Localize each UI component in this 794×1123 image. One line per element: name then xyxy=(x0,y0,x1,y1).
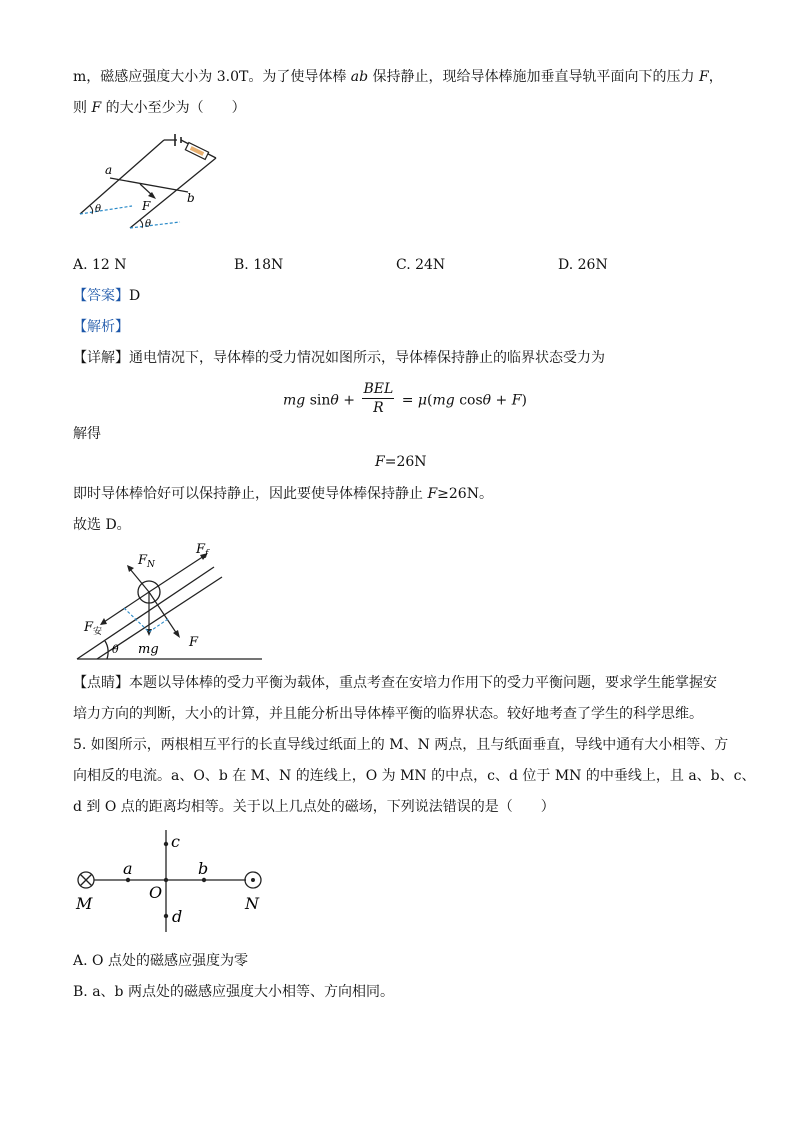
comment-line1 xyxy=(73,673,717,693)
eq-plus: + xyxy=(338,392,356,409)
eq-mu: μ xyxy=(417,392,428,409)
label-Fan-main: F xyxy=(84,620,94,635)
conclusion-F: F xyxy=(427,486,438,502)
detail-tag: 【详解】 xyxy=(73,350,129,366)
eq-fraction xyxy=(362,380,394,417)
force-diagram xyxy=(72,535,272,665)
eq-theta: θ xyxy=(482,392,492,409)
problem5-line3: d 到 O 点的距离均相等。关于以上几点处的磁场，下列说法错误的是（ ） xyxy=(73,799,555,815)
label-theta: θ xyxy=(112,643,119,656)
eq-theta: θ xyxy=(330,392,339,409)
answer-value: D xyxy=(129,288,141,304)
comment-text: 本题以导体棒的受力平衡为载体，重点考查在安培力作用下的受力平衡问题，要求学生能掌握安 xyxy=(129,675,717,691)
stem-symbol-F: F xyxy=(91,100,102,116)
stem-text: 的大小至少为（ ） xyxy=(101,100,246,116)
solve-label: 解得 xyxy=(73,426,101,442)
label-theta-1: θ xyxy=(95,204,102,215)
equation xyxy=(283,382,527,419)
stem-symbol-F: F xyxy=(699,69,709,85)
problem5-option-a[interactable]: A. O 点处的磁感应强度为零 xyxy=(73,953,248,969)
label-FN-sub: N xyxy=(147,560,155,570)
comment-line2: 培力方向的判断，大小的计算，并且能分析出导体棒平衡的临界状态。较好地考查了学生的科学思维。 xyxy=(73,706,703,722)
stem-text: 保持静止，现给导体棒施加垂直导轨平面向下的压力 xyxy=(368,69,699,85)
option-d[interactable]: D. 26N xyxy=(558,257,608,273)
problem5-option-b[interactable]: B. a、b 两点处的磁感应强度大小相等、方向相同。 xyxy=(73,984,394,1000)
result-F: F xyxy=(375,454,385,470)
stem-text: m，磁感应强度大小为 3.0T。为了使导体棒 xyxy=(73,69,351,85)
detail-line xyxy=(73,348,605,368)
label-Ff xyxy=(195,542,210,559)
eq-mg: mg xyxy=(283,392,306,409)
comment-tag: 【点睛】 xyxy=(73,675,129,691)
eq-sin: sin xyxy=(305,392,331,409)
result-value: =26N xyxy=(384,454,427,470)
label-Fan xyxy=(83,620,102,637)
label-b: b xyxy=(198,859,209,878)
label-Ff-main: F xyxy=(196,542,206,557)
label-F: F xyxy=(142,199,151,213)
eq-denominator: R xyxy=(373,400,384,416)
option-c[interactable]: C. 24N xyxy=(396,257,446,273)
label-b: b xyxy=(187,191,195,205)
label-c: c xyxy=(171,832,180,851)
label-a: a xyxy=(123,859,133,878)
label-O: O xyxy=(149,883,163,902)
eq-equals: = xyxy=(401,392,414,409)
answer-line xyxy=(73,286,140,306)
stem-symbol-ab: ab xyxy=(350,69,369,85)
label-Fan-sub: 安 xyxy=(93,627,103,637)
label-mg: mg xyxy=(138,642,159,657)
problem4-stem-line2 xyxy=(73,98,246,118)
stem-text: 则 xyxy=(73,100,92,116)
eq-paren: ) xyxy=(521,392,527,409)
detail-text: 通电情况下，导体棒的受力情况如图所示，导体棒保持静止的临界状态受力为 xyxy=(129,350,605,366)
problem4-stem-line1 xyxy=(73,67,723,87)
choose-line: 故选 D。 xyxy=(73,517,131,533)
result xyxy=(375,451,427,473)
eq-paren: ( xyxy=(427,392,433,409)
eq-mg: mg xyxy=(432,392,455,409)
label-theta-2: θ xyxy=(145,219,152,230)
eq-cos: cos xyxy=(454,392,483,409)
problem5-line2: 向相反的电流。a、O、b 在 M、N 的连线上，O 为 MN 的中点，c、d 位于 MN 的中垂线上，且 a、b、c、 xyxy=(73,768,756,784)
eq-plus: + xyxy=(491,392,512,409)
stem-text: ， xyxy=(708,69,723,85)
label-M: M xyxy=(76,894,93,913)
option-b[interactable]: B. 18N xyxy=(234,257,284,273)
wires-figure xyxy=(70,828,280,940)
conclusion-text: 即时导体棒恰好可以保持静止，因此要使导体棒保持静止 xyxy=(73,486,428,502)
conclusion xyxy=(73,484,493,504)
problem5-line1: 5. 如图所示，两根相互平行的长直导线过纸面上的 M、N 两点，且与纸面垂直，导线中通有大小相等、方 xyxy=(73,737,729,753)
answer-tag: 【答案】 xyxy=(73,288,129,304)
analysis-tag: 【解析】 xyxy=(73,319,129,335)
label-N: N xyxy=(245,894,259,913)
rail-circuit-figure xyxy=(70,130,230,240)
conclusion-text: ≥26N。 xyxy=(437,486,493,502)
label-a: a xyxy=(105,163,113,177)
label-Ff-sub: f xyxy=(205,549,209,559)
option-a[interactable]: A. 12 N xyxy=(73,257,127,273)
eq-F: F xyxy=(511,392,522,409)
label-d: d xyxy=(172,907,183,926)
label-F: F xyxy=(189,635,199,650)
label-FN-main: F xyxy=(138,553,148,568)
eq-numerator: BEL xyxy=(363,381,394,397)
label-FN xyxy=(137,553,156,570)
